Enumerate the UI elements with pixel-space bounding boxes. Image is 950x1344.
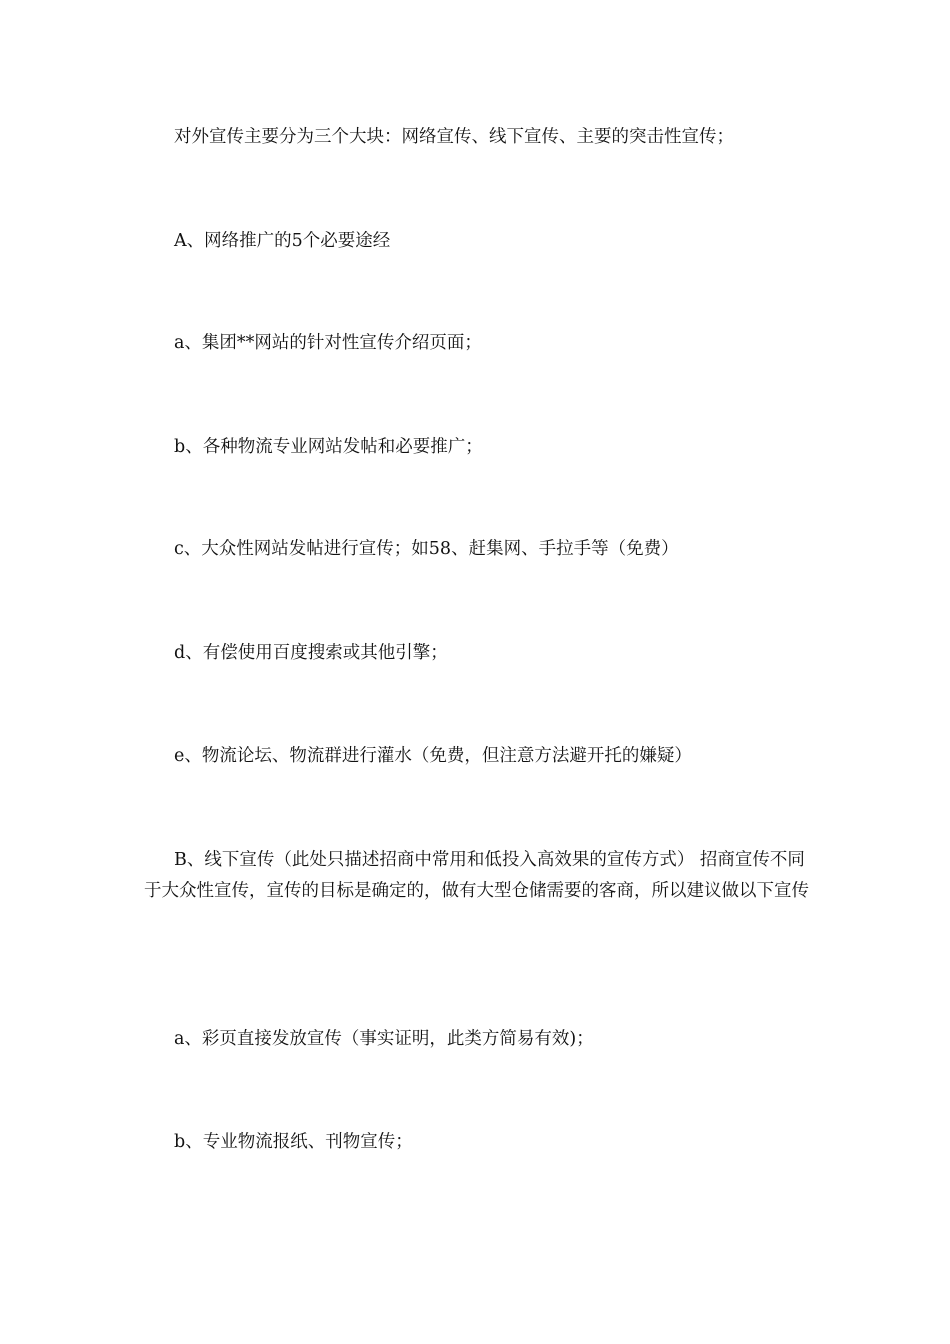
list-item-online-c: c、大众性网站发帖进行宣传；如58、赶集网、手拉手等（免费） <box>174 539 679 559</box>
list-item-offline-b: b、专业物流报纸、刊物宣传； <box>174 1132 413 1152</box>
list-item-online-e: e、物流论坛、物流群进行灌水（免费，但注意方法避开托的嫌疑） <box>174 746 692 766</box>
list-item-online-a: a、集团**网站的针对性宣传介绍页面； <box>174 333 482 353</box>
list-item-offline-a: a、彩页直接发放宣传（事实证明，此类方简易有效)； <box>174 1029 594 1049</box>
list-item-online-d: d、有偿使用百度搜索或其他引擎； <box>174 643 448 663</box>
list-item-online-b: b、各种物流专业网站发帖和必要推广； <box>174 437 483 457</box>
heading-online-promotion: A、网络推广的5个必要途经 <box>174 231 391 251</box>
heading-offline-promotion: B、线下宣传（此处只描述招商中常用和低投入高效果的宣传方式） 招商宣传不同于大众性宣传，宣传的目标是确定的，做有大型仓储需要的客商，所以建议做以下宣传 <box>144 850 809 901</box>
paragraph-intro: 对外宣传主要分为三个大块：网络宣传、线下宣传、主要的突击性宣传； <box>174 127 734 147</box>
